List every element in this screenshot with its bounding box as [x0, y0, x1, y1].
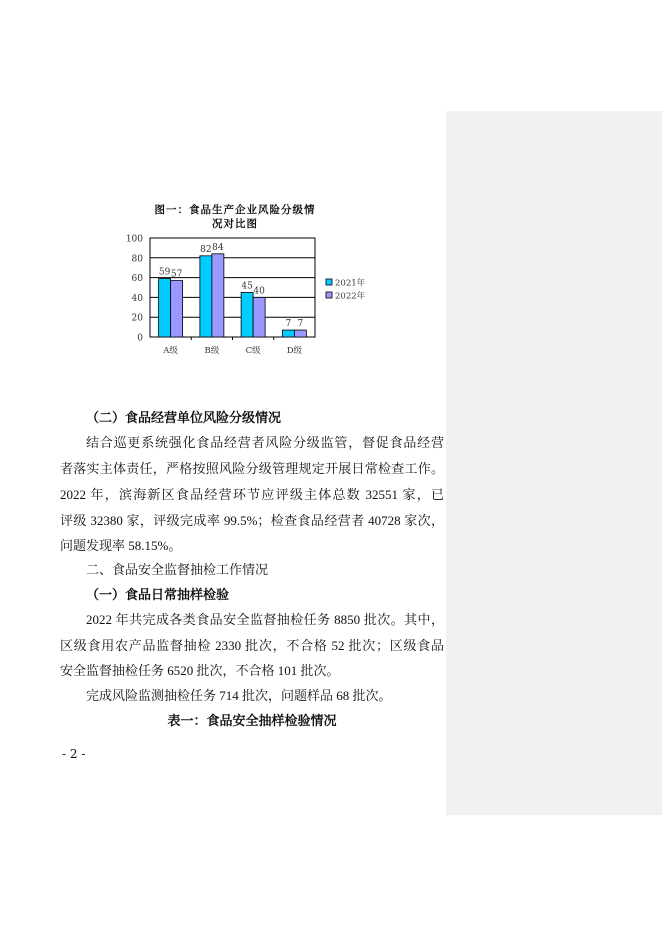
x-tick-label: D级 — [286, 346, 303, 356]
paragraph-line: 2022 年，滨海新区食品经营环节应评级主体总数 32551 家，已 — [60, 487, 444, 502]
y-tick-label: 60 — [131, 274, 143, 285]
bar-2021年 — [200, 256, 212, 337]
bar-2021年 — [241, 292, 253, 337]
data-label: 7 — [297, 319, 304, 330]
data-label: 7 — [285, 319, 292, 330]
section-heading: （一）食品日常抽样检验 — [86, 587, 230, 602]
data-label: 57 — [170, 269, 183, 280]
paragraph-line: 问题发现率 58.15%。 — [60, 538, 182, 553]
bar-2022年 — [212, 254, 224, 337]
chart-title-line: 况对比图 — [212, 218, 258, 230]
paragraph-line: 区级食用农产品监督抽检 2330 批次，不合格 52 批次；区级食品 — [60, 638, 444, 653]
data-label: 40 — [253, 286, 265, 297]
y-tick-label: 40 — [131, 293, 143, 304]
legend-swatch — [326, 292, 332, 298]
data-label: 45 — [241, 281, 253, 292]
y-tick-label: 0 — [137, 333, 143, 344]
chart-title-line: 图一：食品生产企业风险分级情 — [154, 204, 316, 216]
y-tick-label: 80 — [131, 254, 143, 265]
x-tick-label: B级 — [204, 346, 220, 356]
paragraph-line: 2022 年共完成各类食品安全监督抽检任务 8850 批次。其中， — [86, 612, 444, 627]
y-tick-label: 100 — [125, 234, 143, 245]
page-number: - 2 - — [62, 747, 86, 761]
x-tick-label: A级 — [163, 346, 178, 356]
data-label: 84 — [212, 242, 224, 253]
section-heading: 二、食品安全监督抽检工作情况 — [86, 563, 269, 578]
paragraph-line: 结合巡更系统强化食品经营者风险分级监管，督促食品经营 — [86, 435, 444, 450]
bar-2021年 — [159, 279, 171, 337]
legend-swatch — [326, 279, 332, 285]
bar-2022年 — [171, 281, 183, 337]
y-tick-label: 20 — [131, 313, 143, 324]
paragraph-line: 评级 32380 家，评级完成率 99.5%；检查食品经营者 40728 家次， — [60, 513, 444, 528]
section-heading: （二）食品经营单位风险分级情况 — [86, 410, 282, 425]
paragraph-line: 完成风险监测抽检任务 714 批次，问题样品 68 批次。 — [86, 688, 392, 703]
bar-2022年 — [253, 297, 265, 337]
bar-chart — [0, 0, 662, 370]
legend-label: 2022年 — [335, 291, 366, 302]
paragraph-line: 安全监督抽检任务 6520 批次，不合格 101 批次。 — [60, 663, 340, 678]
data-label: 82 — [200, 244, 212, 255]
paragraph-line: 者落实主体责任，严格按照风险分级管理规定开展日常检查工作。 — [60, 461, 444, 476]
bar-2022年 — [294, 330, 306, 337]
x-tick-label: C级 — [245, 346, 261, 356]
legend-label: 2021年 — [335, 278, 366, 289]
table-title: 表一：食品安全抽样检验情况 — [167, 714, 337, 729]
bar-2021年 — [282, 330, 294, 337]
data-label: 59 — [158, 267, 171, 278]
